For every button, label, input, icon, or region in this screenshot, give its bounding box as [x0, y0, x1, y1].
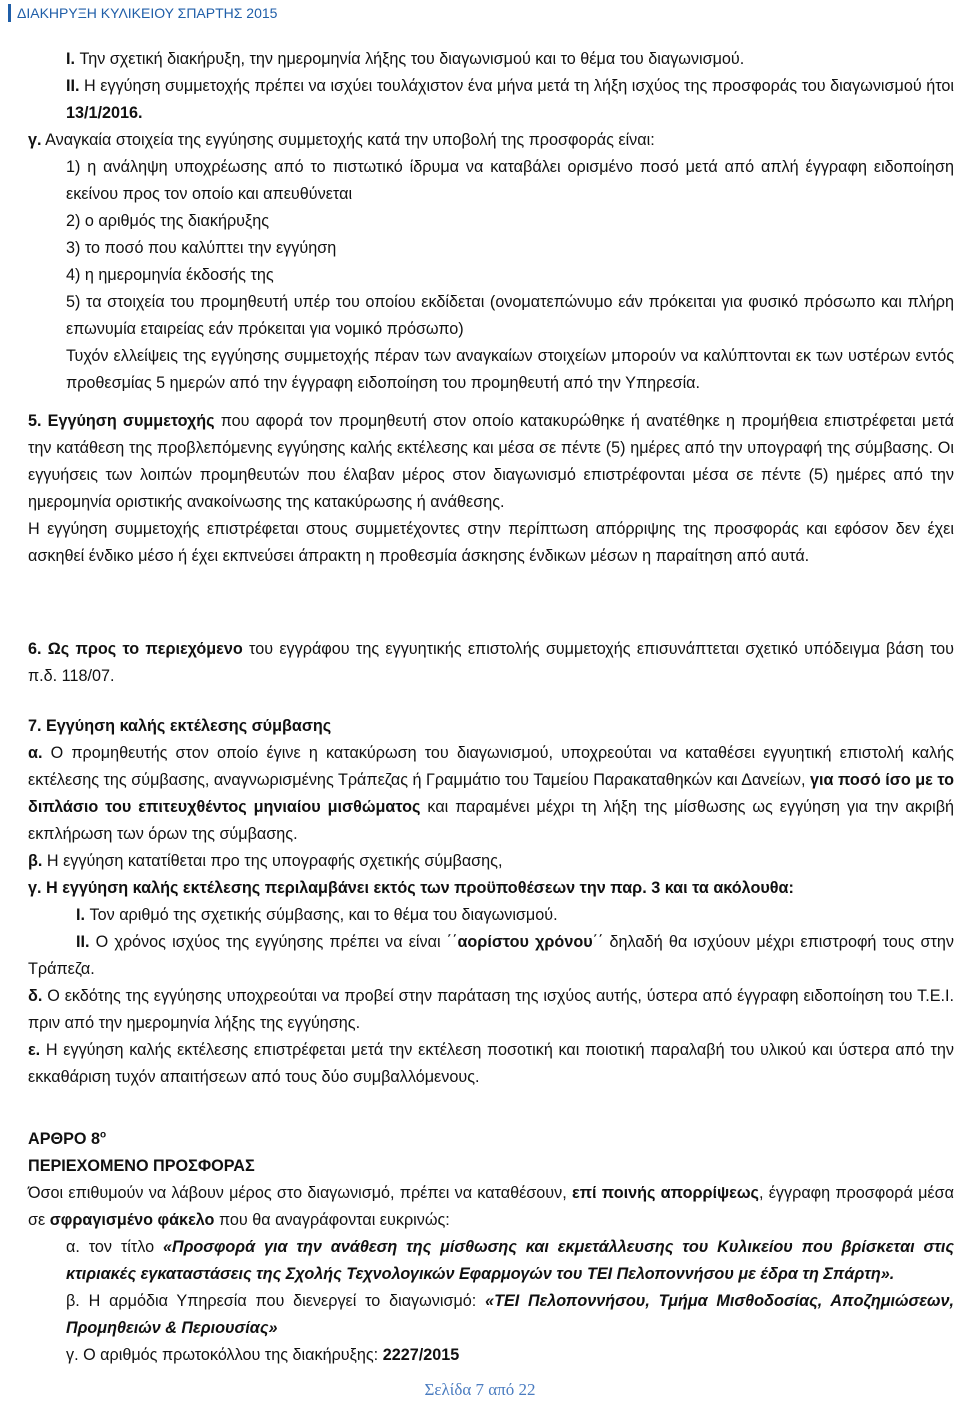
list-item: 3) το ποσό που καλύπτει την εγγύηση [66, 239, 337, 257]
article-intro: Όσοι επιθυμούν να λάβουν μέρος στο διαγωνισμό, πρέπει να καταθέσουν, επί ποινής απορρίψεως, έγγραφη προσφορά μέσα σε σφραγισμένο φάκελο που θα αναγράφονται ευκρινώς: [28, 1184, 954, 1230]
list-item: 5) τα στοιχεία του προμηθευτή υπέρ του οποίου εκδίδεται (ονοματεπώνυμο εάν πρόκειται για φυσικό πρόσωπο και πλήρη επωνυμία εταιρείας εάν πρόκειται για νομικό πρόσωπο) [66, 293, 954, 338]
section-7-d: δ. Ο εκδότης της εγγύησης υποχρεούται να προβεί στην παράταση της ισχύος αυτής, ύστερα από έγγραφη ειδοποίηση του Τ.Ε.Ι. πριν από την ημερομηνία λήξης της εγγύησης. [28, 987, 954, 1032]
article-item-c: γ. Ο αριθμός πρωτοκόλλου της διακήρυξης: 2227/2015 [66, 1346, 460, 1365]
article-subtitle: ΠΕΡΙΕΧΟΜΕΝΟ ΠΡΟΣΦΟΡΑΣ [28, 1157, 255, 1176]
section-6: 6. Ως προς το περιεχόμενο του εγγράφου της εγγυητικής επιστολής συμμετοχής επισυνάπτεται σχετικό υπόδειγμα βάση του π.δ. 118/07. [28, 640, 955, 685]
section-7-b: β. Η εγγύηση κατατίθεται προ της υπογραφής σχετικής σύμβασης, [28, 852, 503, 870]
section-7-e: ε. Η εγγύηση καλής εκτέλεσης επιστρέφεται μετά την εκτέλεση ποσοτική και ποιοτική παραλαβή του υλικού και ύστερα από την εκκαθάριση τυχόν απαιτήσεων από τους δύο συμβαλλόμενους. [28, 1041, 954, 1086]
article-8 [28, 1122, 954, 1369]
section-7 [28, 713, 954, 1091]
list-item: 4) η ημερομηνία έκδοσής της [66, 266, 274, 284]
article-item-b: β. Η αρμόδια Υπηρεσία που διενεργεί το διαγωνισμό: «ΤΕΙ Πελοποννήσου, Τμήμα Μισθοδοσίας, Αποζημιώσεων, Προμηθειών & Περιουσίας» [66, 1292, 954, 1338]
section-7-a: α. Ο προμηθευτής στον οποίο έγινε η κατακύρωση του διαγωνισμού, υποχρεούται να καταθέσει εγγυητική επιστολή καλής εκτέλεσης της σύμβασης, αναγνωρισμένης Τράπεζας ή Γραμμάτιο του Ταμείου Παρακαταθηκών και Δανείων, για ποσό ίσο με το διπλάσιο του επιτευχθέντος μηνιαίου μισθώματος και παραμένει μέχρι τη λήξη της μίσθωσης ως εγγύηση για την ακριβή εκπλήρωση των όρων της σύμβασης. [28, 744, 955, 843]
page-number: Σελίδα 7 από 22 [424, 1380, 536, 1399]
article-title: ΑΡΘΡΟ $8^o$ [28, 1130, 107, 1149]
article-items [28, 1234, 954, 1369]
required-elements-list [28, 154, 954, 397]
item-g: γ. Αναγκαία στοιχεία της εγγύησης συμμετοχής κατά την υποβολή της προσφοράς είναι: [28, 131, 655, 149]
item-ii: II. Η εγγύηση συμμετοχής πρέπει να ισχύει τουλάχιστον ένα μήνα μετά τη λήξη ισχύος της προσφοράς του διαγωνισμού ήτοι 13/1/2016. [66, 77, 954, 122]
section-5-p1: 5. Εγγύηση συμμετοχής που αφορά τον προμηθευτή στον οποίο κατακυρώθηκε ή ανατέθηκε η προμήθεια επιστρέφεται μετά την κατάθεση της προβλεπόμενης εγγύησης καλής εκτέλεσης και μέσα σε πέντε (5) ημέρες από την υπογραφή της σύμβασης. Οι εγγυήσεις των λοιπών προμηθευτών που έλαβαν μέρος στον διαγωνισμό επιστρέφονται μέσα σε πέντε (5) ημέρες από την ημερομηνία οριστικής ανακοίνωσης της κατακύρωσης ή ανάθεσης. [28, 412, 954, 511]
document-header [8, 4, 277, 22]
section-5 [28, 408, 954, 570]
section-5-p2: Η εγγύηση συμμετοχής επιστρέφεται στους συμμετέχοντες στην περίπτωση απόρριψης της προσφοράς και εφόσον δεν έχει ασκηθεί ένδικο μέσο ή έχει εκπνεύσει άπρακτη η προθεσμία άσκησης ένδικων μέσων η παραίτηση από αυτά. [28, 520, 954, 565]
list-item: 2) ο αριθμός της διακήρυξης [66, 212, 270, 230]
item-i: I. Την σχετική διακήρυξη, την ημερομηνία λήξης του διαγωνισμού και το θέμα του διαγωνισμού. [66, 50, 745, 68]
section-7-c-i: I. Τον αριθμό της σχετικής σύμβασης, και το θέμα του διαγωνισμού. [76, 906, 558, 924]
section-7-c: γ. Η εγγύηση καλής εκτέλεσης περιλαμβάνει εκτός των προϋποθέσεων την παρ. 3 και τα ακόλουθα: [28, 879, 794, 897]
list-item: 1) η ανάληψη υποχρέωσης από το πιστωτικό ίδρυμα να καταβάλει ορισμένο ποσό μετά από απλή έγγραφη ειδοποίηση εκείνου προς τον οποίο και απευθύνεται [66, 158, 954, 203]
guarantee-requirements [28, 46, 954, 397]
section-7-heading: 7. Εγγύηση καλής εκτέλεσης σύμβασης [28, 717, 332, 735]
list-item: Τυχόν ελλείψεις της εγγύησης συμμετοχής πέραν των αναγκαίων στοιχείων μπορούν να καλύπτονται εκ των υστέρων εντός προθεσμίας 5 ημερών από την έγγραφη ειδοποίηση του προμηθευτή από την Υπηρεσία. [66, 347, 954, 392]
section-7-c-ii: II. Ο χρόνος ισχύος της εγγύησης πρέπει να είναι ΄΄αορίστου χρόνου΄΄ δηλαδή θα ισχύουν μέχρι επιστροφή τους στην Τράπεζα. [28, 933, 954, 978]
article-item-a: α. τον τίτλο «Προσφορά για την ανάθεση της μίσθωσης και εκμετάλλευσης του Κυλικείου που βρίσκεται στις κτιριακές εγκαταστάσεις της Σχολής Τεχνολογικών Εφαρμογών του ΤΕΙ Πελοποννήσου με έδρα τη Σπάρτη». [66, 1238, 954, 1284]
header-title: ΔΙΑΚΗΡΥΞΗ ΚΥΛΙΚΕΙΟΥ ΣΠΑΡΤΗΣ 2015 [17, 5, 278, 21]
